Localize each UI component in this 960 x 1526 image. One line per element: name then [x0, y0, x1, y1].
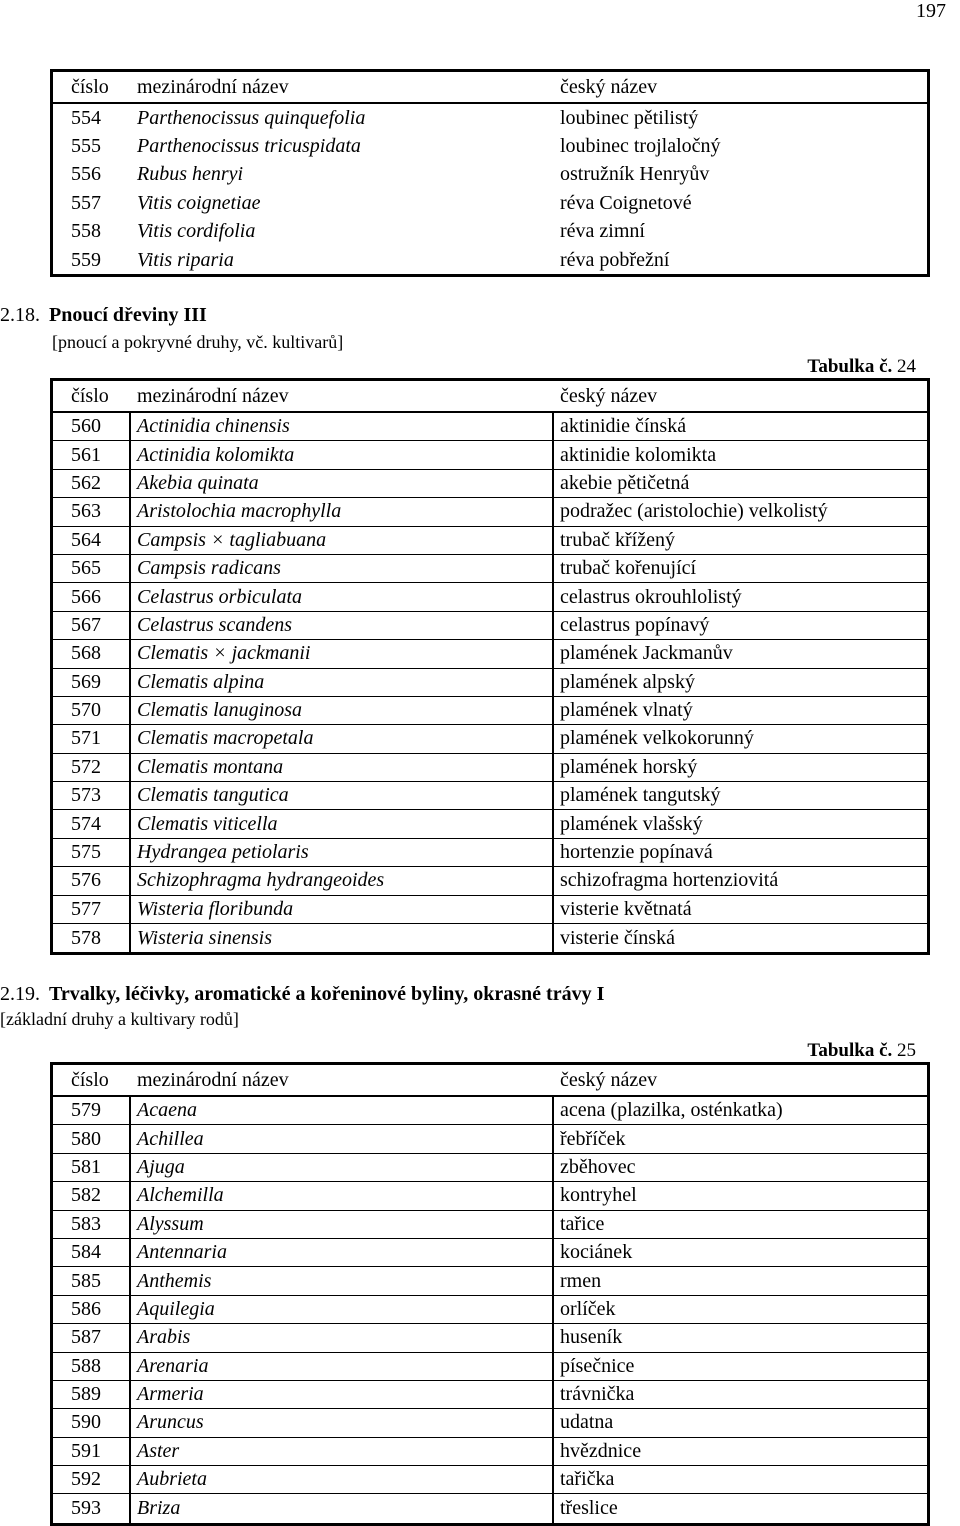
cell-number: 591: [53, 1438, 131, 1465]
cell-international-name: Arenaria: [131, 1353, 554, 1380]
table-row: [53, 867, 927, 895]
table-row: [53, 754, 927, 782]
section-title: Pnoucí dřeviny III: [49, 304, 207, 326]
cell-number: 558: [71, 220, 101, 243]
caption-number: 24: [897, 356, 916, 377]
table-header: [53, 381, 927, 413]
cell-czech-name: visterie čínská: [560, 926, 675, 949]
table-climbers-ii: [50, 69, 930, 277]
cell-number: 568: [53, 640, 131, 667]
cell-number: 583: [53, 1211, 131, 1238]
cell-international-name: Clematis alpina: [131, 669, 554, 696]
cell-czech-name: aktinidie kolomikta: [560, 443, 717, 466]
table-row: [53, 1494, 927, 1522]
cell-number: 592: [53, 1466, 131, 1493]
cell-international-name: Akebia quinata: [131, 470, 554, 497]
table-row: [53, 924, 927, 952]
cell-number: 572: [53, 754, 131, 781]
cell-number: 567: [53, 612, 131, 639]
table-row: [53, 1182, 927, 1210]
table-row: [53, 612, 927, 640]
cell-czech-name: réva Coignetové: [560, 191, 692, 214]
table-caption: [807, 1040, 916, 1062]
cell-international-name: Armeria: [131, 1381, 554, 1408]
cell-international-name: Hydrangea petiolaris: [131, 839, 554, 866]
cell-international-name: Wisteria sinensis: [131, 924, 554, 952]
table-row: [53, 583, 927, 611]
cell-number: 588: [53, 1353, 131, 1380]
section-subtitle: [základní druhy a kultivary rodů]: [0, 1009, 239, 1029]
cell-number: 589: [53, 1381, 131, 1408]
cell-international-name: Arabis: [131, 1324, 554, 1351]
cell-czech-name: plamének alpský: [560, 670, 695, 693]
cell-international-name: Aquilegia: [131, 1296, 554, 1323]
cell-number: 562: [53, 470, 131, 497]
cell-czech-name: písečnice: [560, 1354, 635, 1377]
table-row: [53, 725, 927, 753]
cell-czech-name: huseník: [560, 1326, 623, 1349]
header-czech-name: český název: [560, 75, 658, 98]
cell-czech-name: celastrus popínavý: [560, 613, 710, 636]
cell-number: 581: [53, 1154, 131, 1181]
cell-number: 587: [53, 1324, 131, 1351]
cell-czech-name: hvězdnice: [560, 1439, 642, 1462]
cell-number: 571: [53, 725, 131, 752]
table-row: [53, 555, 927, 583]
cell-number: 573: [53, 782, 131, 809]
cell-czech-name: tařice: [560, 1212, 605, 1235]
cell-international-name: Antennaria: [131, 1239, 554, 1266]
table-caption: [807, 356, 916, 378]
cell-number: 559: [71, 248, 101, 271]
cell-number: 577: [53, 896, 131, 923]
cell-international-name: Aristolochia macrophylla: [131, 498, 554, 525]
table-row: [53, 669, 927, 697]
table-row: [53, 1154, 927, 1182]
cell-number: 585: [53, 1267, 131, 1294]
cell-czech-name: plamének tangutský: [560, 784, 721, 807]
table-row: [53, 1438, 927, 1466]
table-row: [53, 697, 927, 725]
cell-number: 564: [53, 527, 131, 554]
cell-czech-name: acena (plazilka, osténkatka): [560, 1099, 783, 1122]
cell-international-name: Alchemilla: [131, 1182, 554, 1209]
cell-czech-name: plamének velkokorunný: [560, 727, 754, 750]
table-row: [53, 413, 927, 441]
cell-international-name: Actinidia chinensis: [131, 413, 554, 440]
table-row: [53, 218, 927, 246]
cell-number: 582: [53, 1182, 131, 1209]
cell-number: 570: [53, 697, 131, 724]
cell-number: 556: [71, 163, 101, 186]
caption-number: 25: [897, 1040, 916, 1061]
table-row: [53, 104, 927, 132]
cell-number: 557: [71, 191, 101, 214]
cell-number: 579: [53, 1097, 131, 1124]
cell-czech-name: plamének vlnatý: [560, 699, 693, 722]
cell-czech-name: réva zimní: [560, 220, 645, 243]
cell-number: 586: [53, 1296, 131, 1323]
table-climbers-iii: [50, 378, 930, 955]
table-row: [53, 498, 927, 526]
cell-czech-name: řebříček: [560, 1127, 626, 1150]
cell-czech-name: loubinec trojlaločný: [560, 135, 721, 158]
table-row: [53, 1381, 927, 1409]
cell-czech-name: kontryhel: [560, 1184, 637, 1207]
table-row: [53, 1409, 927, 1437]
cell-czech-name: visterie květnatá: [560, 897, 692, 920]
cell-international-name: Parthenocissus quinquefolia: [137, 106, 366, 129]
cell-czech-name: rmen: [560, 1269, 602, 1292]
cell-international-name: Clematis viticella: [131, 810, 554, 837]
cell-international-name: Campsis × tagliabuana: [131, 527, 554, 554]
table-row: [53, 1296, 927, 1324]
cell-number: 565: [53, 555, 131, 582]
cell-international-name: Alyssum: [131, 1211, 554, 1238]
cell-international-name: Campsis radicans: [131, 555, 554, 582]
table-row: [53, 810, 927, 838]
header-international-name: mezinárodní název: [137, 75, 289, 98]
cell-czech-name: třeslice: [560, 1497, 618, 1520]
header-international-name: mezinárodní název: [137, 384, 289, 407]
cell-czech-name: podražec (aristolochie) velkolistý: [560, 500, 828, 523]
page-number: 197: [916, 0, 946, 22]
section-subtitle: [pnoucí a pokryvné druhy, vč. kultivarů]: [52, 332, 344, 352]
header-czech-name: český název: [560, 1068, 658, 1091]
cell-international-name: Clematis lanuginosa: [131, 697, 554, 724]
cell-international-name: Schizophragma hydrangeoides: [131, 867, 554, 894]
cell-czech-name: trávnička: [560, 1383, 635, 1406]
cell-czech-name: trubač křížený: [560, 528, 675, 551]
table-row: [53, 896, 927, 924]
table-row: [53, 1267, 927, 1295]
cell-international-name: Achillea: [131, 1125, 554, 1152]
cell-number: 580: [53, 1125, 131, 1152]
cell-czech-name: schizofragma hortenziovitá: [560, 869, 779, 892]
table-row: [53, 441, 927, 469]
cell-number: 560: [53, 413, 131, 440]
cell-number: 575: [53, 839, 131, 866]
cell-international-name: Vitis riparia: [137, 248, 234, 271]
cell-number: 574: [53, 810, 131, 837]
cell-czech-name: trubač kořenující: [560, 557, 697, 580]
table-row: [53, 132, 927, 160]
cell-czech-name: loubinec pětilistý: [560, 106, 699, 129]
cell-international-name: Briza: [131, 1494, 554, 1522]
cell-international-name: Actinidia kolomikta: [131, 441, 554, 468]
cell-number: 554: [71, 106, 101, 129]
cell-international-name: Rubus henryi: [137, 163, 244, 186]
cell-czech-name: plamének vlašský: [560, 812, 703, 835]
table-row: [53, 1125, 927, 1153]
cell-number: 566: [53, 583, 131, 610]
table-row: [53, 1466, 927, 1494]
cell-number: 590: [53, 1409, 131, 1436]
cell-international-name: Aruncus: [131, 1409, 554, 1436]
table-row: [53, 527, 927, 555]
header-number: číslo: [71, 75, 109, 98]
cell-czech-name: plamének Jackmanův: [560, 642, 733, 665]
table-row: [53, 189, 927, 217]
cell-czech-name: orlíček: [560, 1297, 616, 1320]
cell-international-name: Clematis × jackmanii: [131, 640, 554, 667]
table-row: [53, 839, 927, 867]
table-header: [53, 1065, 927, 1097]
cell-international-name: Aster: [131, 1438, 554, 1465]
cell-international-name: Anthemis: [131, 1267, 554, 1294]
cell-czech-name: akebie pětičetná: [560, 471, 690, 494]
header-czech-name: český název: [560, 384, 658, 407]
cell-czech-name: aktinidie čínská: [560, 415, 687, 438]
table-row: [53, 1211, 927, 1239]
table-row: [53, 1097, 927, 1125]
cell-czech-name: réva pobřežní: [560, 248, 670, 271]
cell-czech-name: tařička: [560, 1468, 615, 1491]
section-title: Trvalky, léčivky, aromatické a kořeninové byliny, okrasné trávy I: [49, 983, 605, 1005]
cell-number: 561: [53, 441, 131, 468]
cell-number: 569: [53, 669, 131, 696]
cell-number: 593: [53, 1494, 131, 1522]
cell-czech-name: hortenzie popínavá: [560, 841, 713, 864]
table-row: [53, 470, 927, 498]
table-header: [53, 72, 927, 104]
cell-number: 563: [53, 498, 131, 525]
caption-label: Tabulka č.: [807, 1040, 893, 1061]
section-number: 2.18.: [0, 304, 40, 326]
cell-international-name: Clematis macropetala: [131, 725, 554, 752]
cell-international-name: Celastrus orbiculata: [131, 583, 554, 610]
cell-number: 555: [71, 135, 101, 158]
cell-international-name: Clematis tangutica: [131, 782, 554, 809]
table-row: [53, 1353, 927, 1381]
section-heading-2-19: [0, 983, 604, 1006]
cell-czech-name: zběhovec: [560, 1155, 636, 1178]
table-row: [53, 1324, 927, 1352]
table-row: [53, 161, 927, 189]
cell-number: 578: [53, 924, 131, 952]
table-row: [53, 782, 927, 810]
cell-international-name: Wisteria floribunda: [131, 896, 554, 923]
cell-international-name: Parthenocissus tricuspidata: [137, 135, 361, 158]
cell-international-name: Clematis montana: [131, 754, 554, 781]
cell-czech-name: celastrus okrouhlolistý: [560, 585, 742, 608]
cell-czech-name: ostružník Henryův: [560, 163, 710, 186]
cell-international-name: Aubrieta: [131, 1466, 554, 1493]
cell-czech-name: udatna: [560, 1411, 614, 1434]
cell-international-name: Vitis cordifolia: [137, 220, 256, 243]
caption-label: Tabulka č.: [807, 356, 893, 377]
cell-international-name: Ajuga: [131, 1154, 554, 1181]
table-row: [53, 640, 927, 668]
cell-international-name: Acaena: [131, 1097, 554, 1124]
section-number: 2.19.: [0, 983, 40, 1005]
header-international-name: mezinárodní název: [137, 1068, 289, 1091]
table-row: [53, 246, 927, 274]
header-number: číslo: [71, 384, 109, 407]
cell-international-name: Celastrus scandens: [131, 612, 554, 639]
cell-number: 576: [53, 867, 131, 894]
cell-czech-name: kociánek: [560, 1241, 633, 1264]
section-heading-2-18: [0, 304, 207, 327]
table-perennials-i: [50, 1062, 930, 1526]
table-row: [53, 1239, 927, 1267]
cell-czech-name: plamének horský: [560, 755, 698, 778]
cell-number: 584: [53, 1239, 131, 1266]
cell-international-name: Vitis coignetiae: [137, 191, 261, 214]
header-number: číslo: [71, 1068, 109, 1091]
